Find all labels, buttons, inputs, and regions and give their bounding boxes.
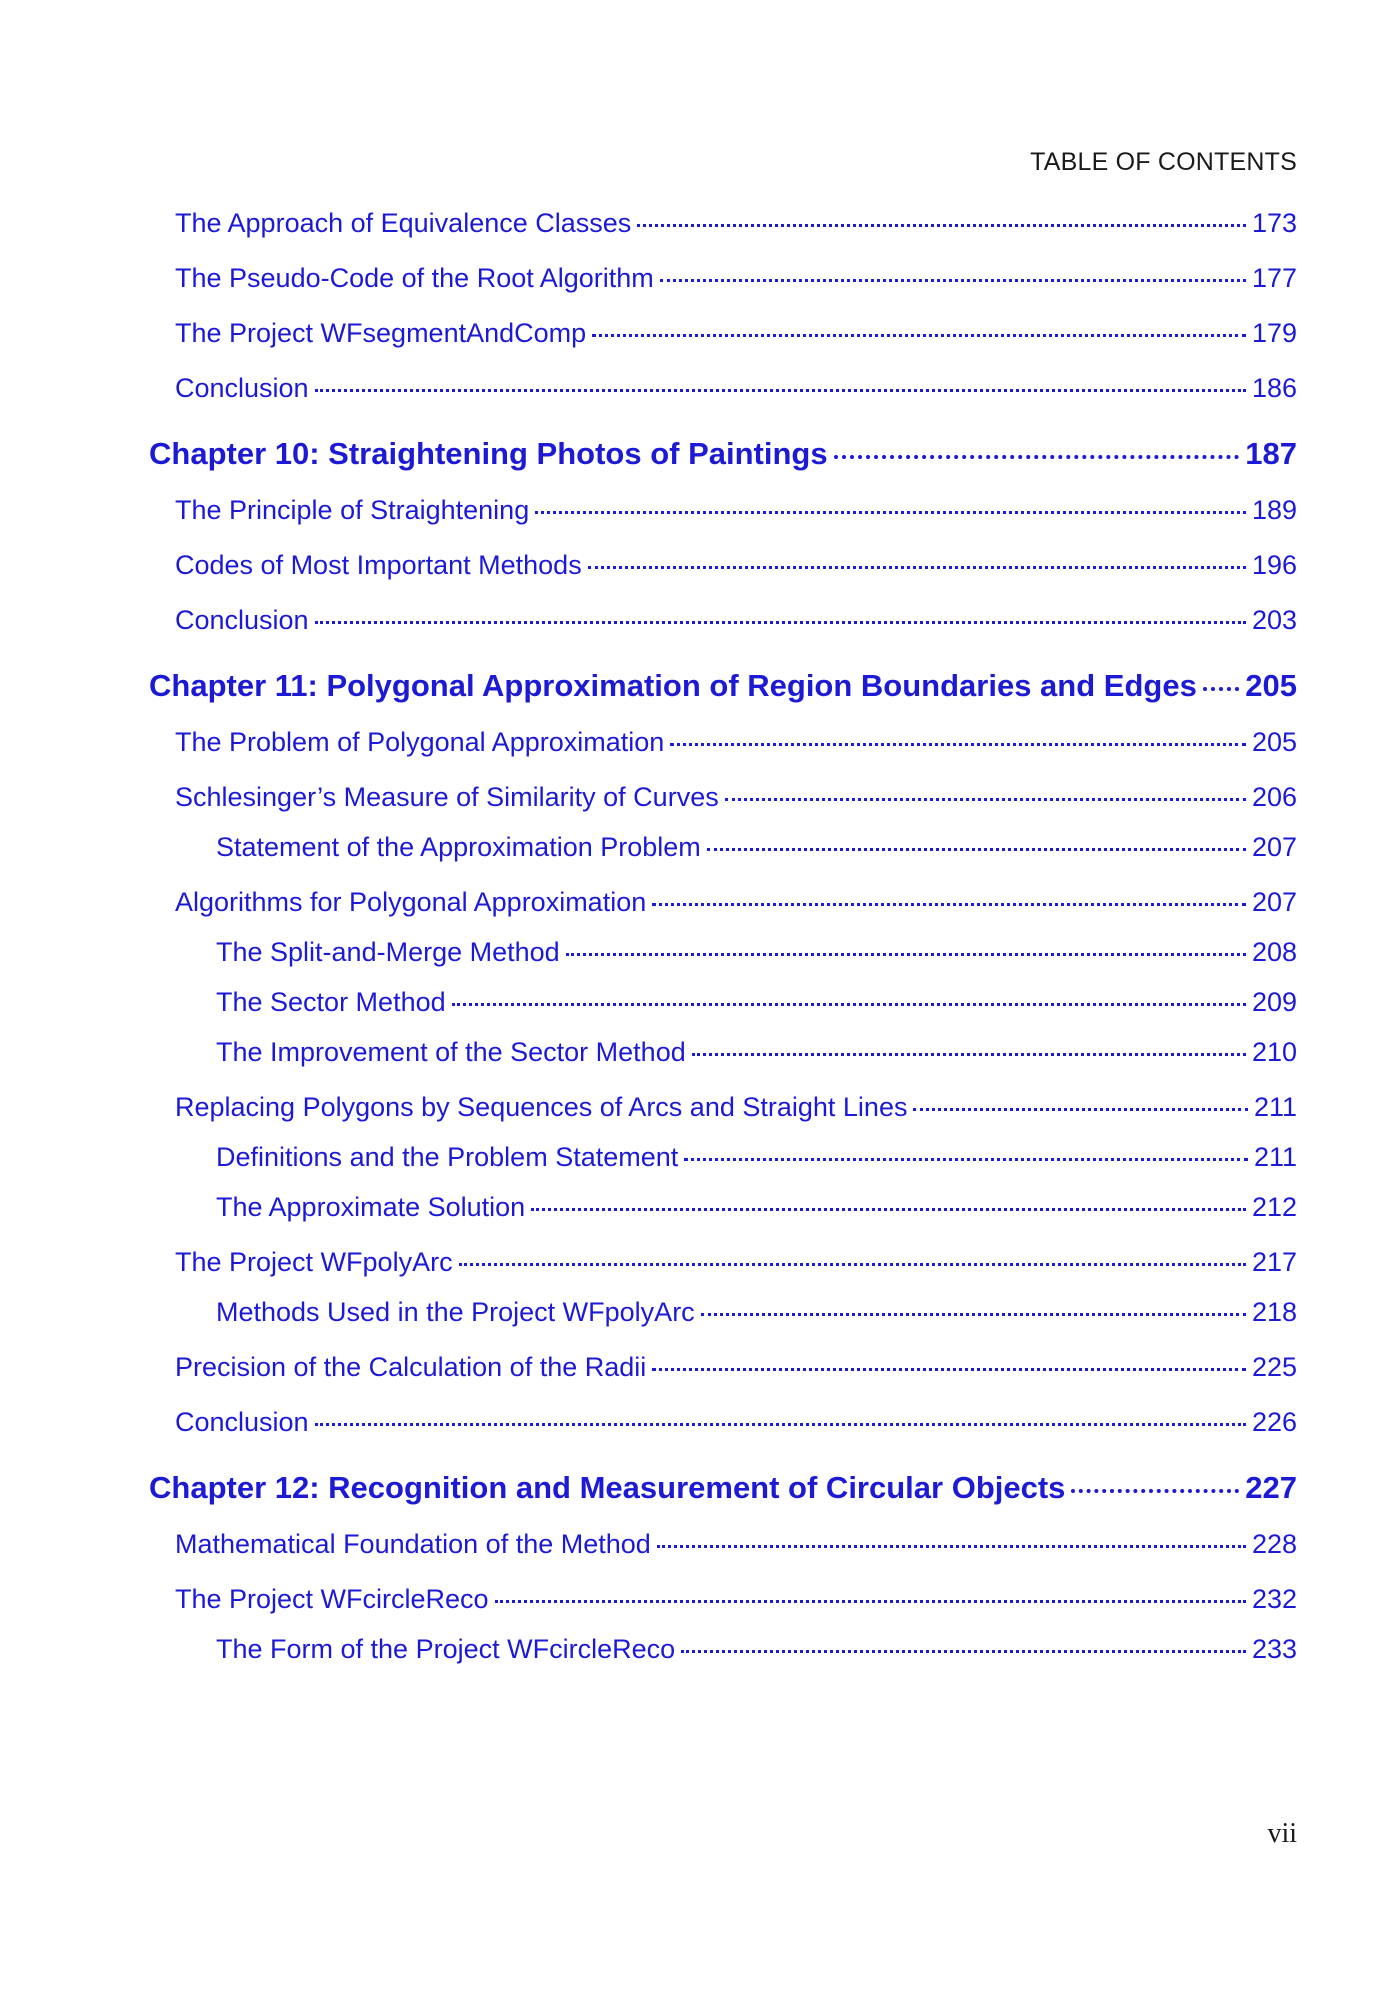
toc-entry-title: Definitions and the Problem Statement — [216, 1142, 679, 1172]
toc-entry-page: 227 — [1245, 1470, 1297, 1505]
dot-leader — [452, 1003, 1246, 1006]
toc-entry[interactable] — [175, 210, 1297, 237]
toc-entry-page: 208 — [1251, 937, 1297, 967]
toc-entry-page: 205 — [1245, 668, 1297, 703]
dot-leader — [315, 1423, 1246, 1426]
toc-subentry[interactable] — [216, 1144, 1297, 1171]
toc-subentry[interactable] — [216, 1636, 1297, 1663]
toc-entry-title: The Principle of Straightening — [175, 495, 530, 525]
toc-entry-title: Algorithms for Polygonal Approximation — [175, 887, 647, 917]
toc-entry[interactable] — [175, 1531, 1297, 1558]
toc-entry-title: Conclusion — [175, 373, 309, 403]
dot-leader — [692, 1053, 1246, 1056]
toc-entry-page: 196 — [1251, 550, 1297, 580]
toc-entry-page: 187 — [1245, 436, 1297, 471]
toc-entry[interactable] — [175, 1409, 1297, 1436]
toc-chapter-entry[interactable] — [149, 670, 1297, 701]
toc-subentry[interactable] — [216, 939, 1297, 966]
toc-entry-page: 233 — [1251, 1634, 1297, 1664]
toc-entry-title: Statement of the Approximation Problem — [216, 832, 701, 862]
toc-entry[interactable] — [175, 1354, 1297, 1381]
toc-entry[interactable] — [175, 265, 1297, 292]
toc-entry-page: 186 — [1251, 373, 1297, 403]
toc-entry[interactable] — [175, 1249, 1297, 1276]
dot-leader — [684, 1158, 1248, 1161]
toc-entry[interactable] — [175, 607, 1297, 634]
toc-entry-page: 179 — [1251, 318, 1297, 348]
toc-chapter-entry[interactable] — [149, 438, 1297, 469]
toc-entry-page: 177 — [1251, 263, 1297, 293]
dot-leader — [495, 1600, 1246, 1603]
dot-leader — [913, 1108, 1247, 1111]
toc-entry-page: 209 — [1251, 987, 1297, 1017]
toc-entry-title: Conclusion — [175, 1407, 309, 1437]
toc-entry-page: 226 — [1251, 1407, 1297, 1437]
toc-entry-title: The Sector Method — [216, 987, 446, 1017]
dot-leader — [670, 743, 1246, 746]
toc-entry-page: 173 — [1251, 208, 1297, 238]
toc-entry-page: 211 — [1253, 1092, 1297, 1122]
toc-chapter-entry[interactable] — [149, 1472, 1297, 1503]
toc-entry-title: Chapter 10: Straightening Photos of Paintings — [149, 436, 828, 471]
toc-entry-page: 232 — [1251, 1584, 1297, 1614]
toc-entry-title: Mathematical Foundation of the Method — [175, 1529, 651, 1559]
toc-entry[interactable] — [175, 1094, 1297, 1121]
toc-entry-title: The Form of the Project WFcircleReco — [216, 1634, 676, 1664]
toc-entry[interactable] — [175, 552, 1297, 579]
toc-entry-title: The Split-and-Merge Method — [216, 937, 560, 967]
dot-leader — [592, 334, 1246, 337]
toc-entry[interactable] — [175, 729, 1297, 756]
toc-entry-title: Chapter 12: Recognition and Measurement of Circular Objects — [149, 1470, 1066, 1505]
dot-leader — [315, 389, 1246, 392]
dot-leader — [652, 903, 1246, 906]
toc-entry-page: 203 — [1251, 605, 1297, 635]
toc-subentry[interactable] — [216, 1299, 1297, 1326]
toc-entry-title: The Project WFsegmentAndComp — [175, 318, 587, 348]
dot-leader — [725, 798, 1246, 801]
dot-leader — [459, 1263, 1246, 1266]
page-number: vii — [1267, 1818, 1297, 1849]
toc-entry-title: The Approximate Solution — [216, 1192, 526, 1222]
toc-entry-title: The Project WFpolyArc — [175, 1247, 453, 1277]
dot-leader — [660, 279, 1246, 282]
toc-entry-page: 228 — [1251, 1529, 1297, 1559]
toc-entry-page: 207 — [1251, 887, 1297, 917]
dot-leader — [1071, 1489, 1239, 1493]
dot-leader — [566, 953, 1246, 956]
toc-subentry[interactable] — [216, 1039, 1297, 1066]
toc-entry-title: Replacing Polygons by Sequences of Arcs and Straight Lines — [175, 1092, 908, 1122]
toc-entry-title: The Pseudo-Code of the Root Algorithm — [175, 263, 654, 293]
toc-entry-page: 189 — [1251, 495, 1297, 525]
dot-leader — [531, 1208, 1246, 1211]
toc-entry-page: 212 — [1251, 1192, 1297, 1222]
dot-leader — [707, 848, 1246, 851]
dot-leader — [681, 1650, 1246, 1653]
toc-entry-page: 218 — [1251, 1297, 1297, 1327]
toc-entry-page: 206 — [1251, 782, 1297, 812]
toc-entry[interactable] — [175, 784, 1297, 811]
toc-entry[interactable] — [175, 320, 1297, 347]
toc-subentry[interactable] — [216, 834, 1297, 861]
toc-subentry[interactable] — [216, 1194, 1297, 1221]
toc-entry[interactable] — [175, 497, 1297, 524]
toc-entry-title: Conclusion — [175, 605, 309, 635]
toc-entry-title: Schlesinger’s Measure of Similarity of Curves — [175, 782, 719, 812]
running-header: TABLE OF CONTENTS — [1030, 148, 1297, 176]
toc-entry-page: 211 — [1253, 1142, 1297, 1172]
toc-entry-title: Chapter 11: Polygonal Approximation of Region Boundaries and Edges — [149, 668, 1197, 703]
dot-leader — [315, 621, 1246, 624]
toc-entry-title: The Improvement of the Sector Method — [216, 1037, 686, 1067]
toc-entry-page: 210 — [1251, 1037, 1297, 1067]
toc-subentry[interactable] — [216, 989, 1297, 1016]
toc-entry-title: The Problem of Polygonal Approximation — [175, 727, 665, 757]
toc-entry-title: Codes of Most Important Methods — [175, 550, 582, 580]
toc-entry[interactable] — [175, 1586, 1297, 1613]
dot-leader — [652, 1368, 1246, 1371]
dot-leader — [1203, 687, 1239, 691]
toc-entry-page: 205 — [1251, 727, 1297, 757]
dot-leader — [588, 566, 1246, 569]
toc-entry-page: 207 — [1251, 832, 1297, 862]
toc-entry-title: The Approach of Equivalence Classes — [175, 208, 632, 238]
toc-entry-title: Precision of the Calculation of the Radii — [175, 1352, 647, 1382]
dot-leader — [535, 511, 1246, 514]
toc-entry-title: Methods Used in the Project WFpolyArc — [216, 1297, 695, 1327]
toc-entry-page: 217 — [1251, 1247, 1297, 1277]
toc-entry-title: The Project WFcircleReco — [175, 1584, 489, 1614]
dot-leader — [637, 224, 1246, 227]
dot-leader — [657, 1545, 1246, 1548]
toc-entry[interactable] — [175, 889, 1297, 916]
dot-leader — [701, 1313, 1246, 1316]
dot-leader — [834, 455, 1240, 459]
toc-entry-page: 225 — [1251, 1352, 1297, 1382]
toc-entry[interactable] — [175, 375, 1297, 402]
